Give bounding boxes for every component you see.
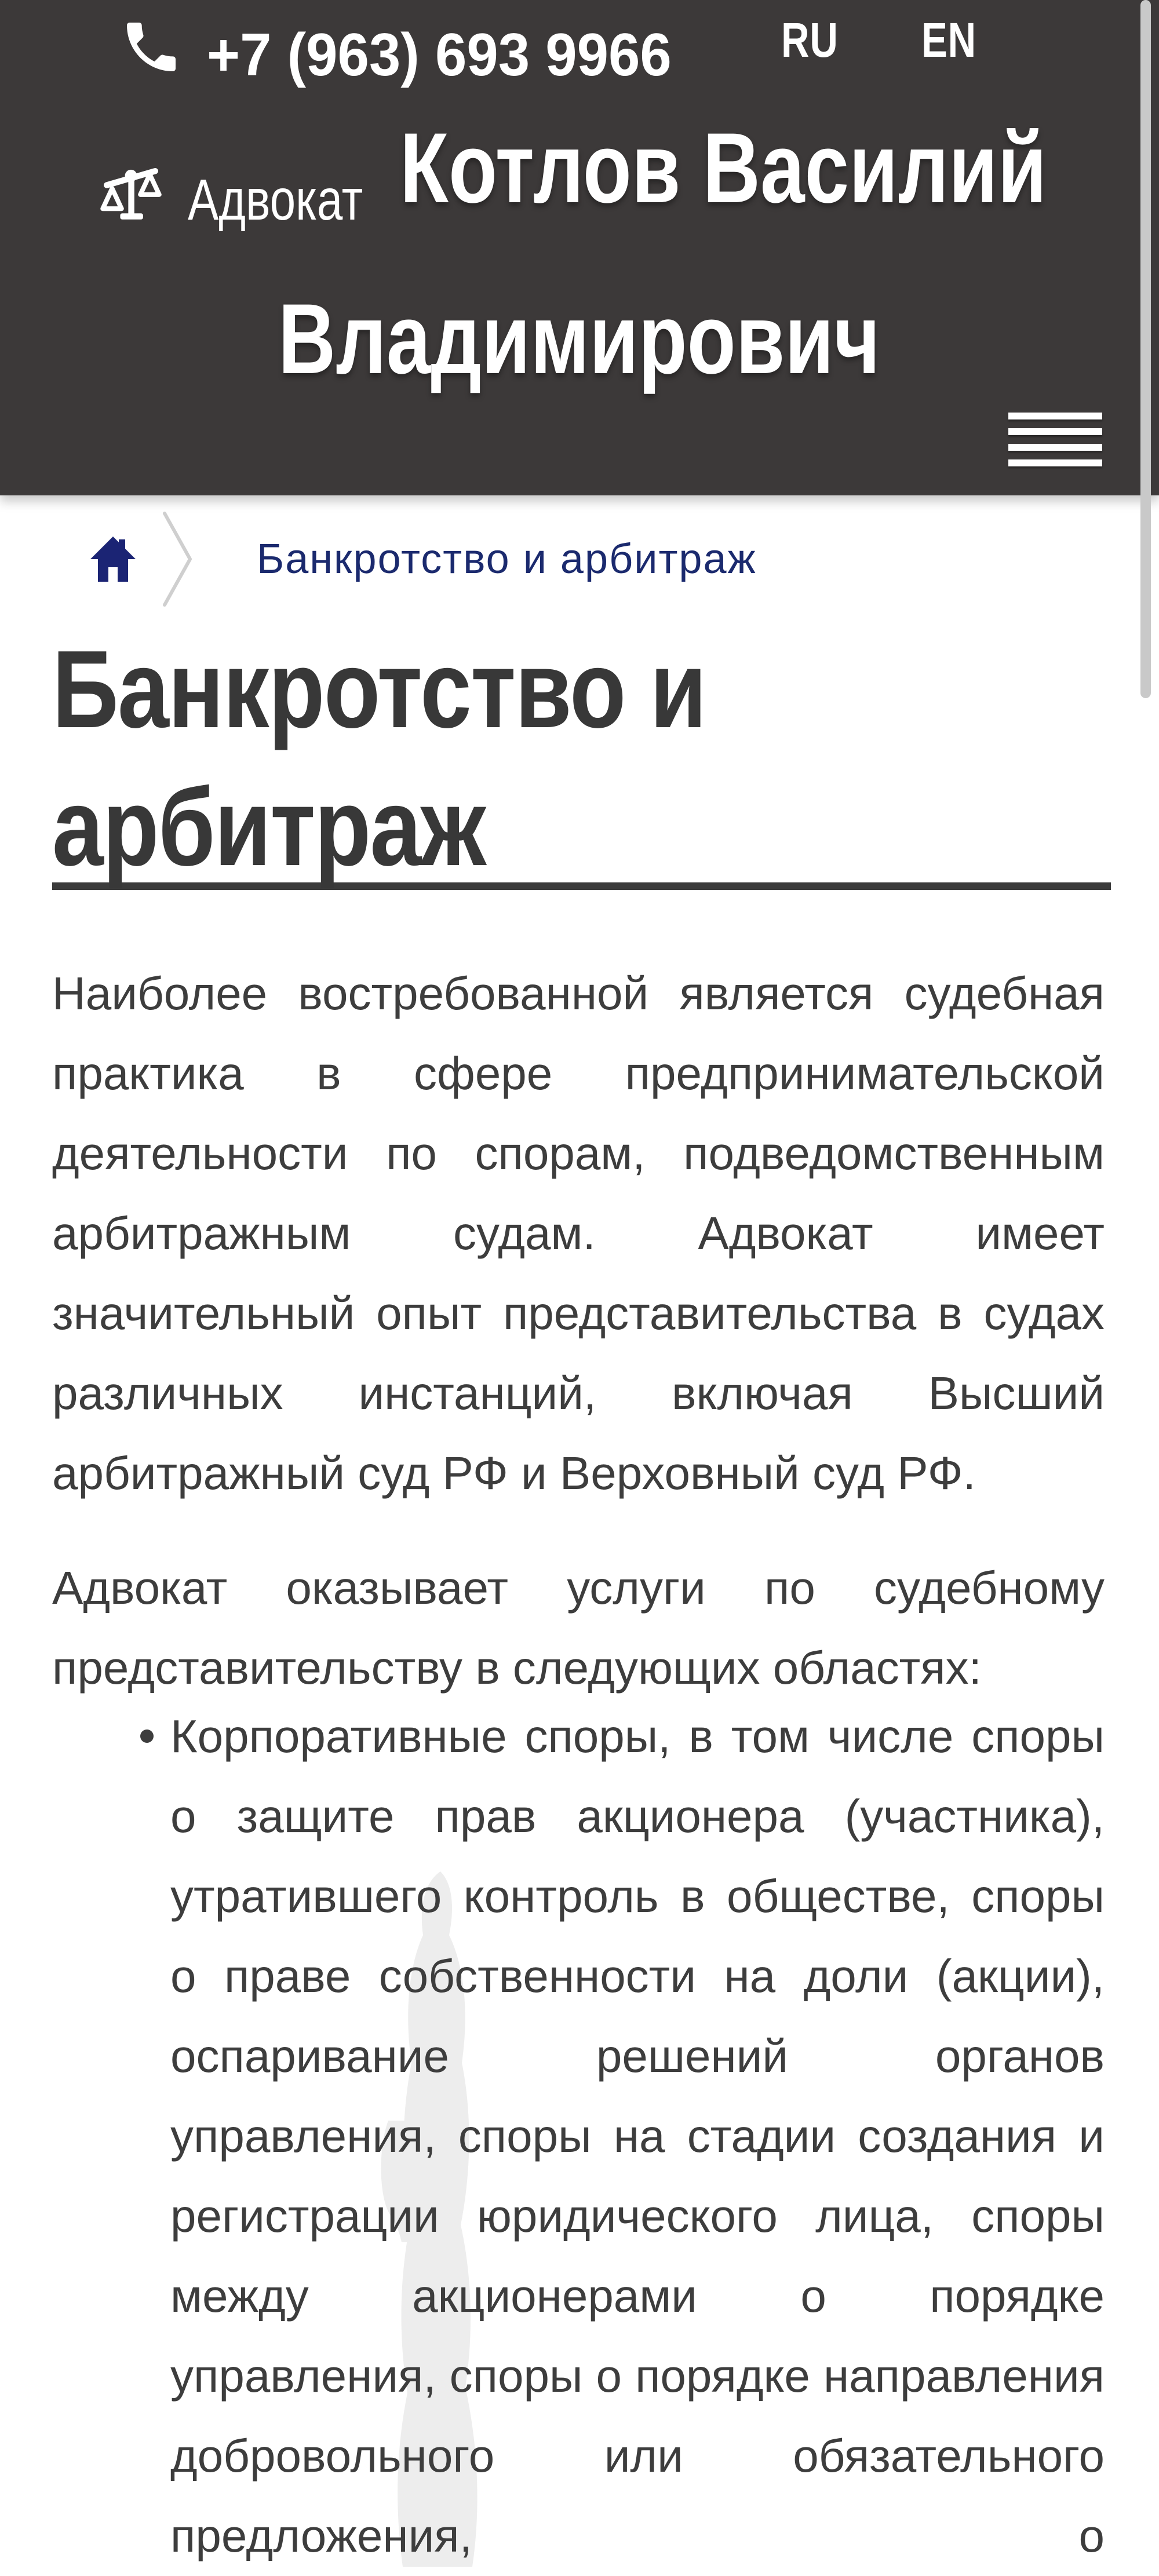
menu-bar <box>1008 459 1102 466</box>
brand-logo-link[interactable] <box>0 0 1159 495</box>
services-list <box>52 1696 1105 2576</box>
services-lead-paragraph: Адвокат оказывает услуги по судебному представительству в следующих областях: <box>52 1562 1105 1694</box>
menu-bar <box>1008 444 1102 451</box>
list-item <box>170 1696 1105 2576</box>
brand-prefix: Адвокат <box>188 167 363 232</box>
site-header <box>0 0 1159 495</box>
breadcrumb-current-link[interactable]: Банкротство и арбитраж <box>257 536 757 582</box>
bullet-dot <box>140 1730 154 1743</box>
chevron-right-icon <box>161 510 196 608</box>
intro-paragraph: Наиболее востребованной является судебная практика в сфере предпринимательской деятельности по спорам, подведомственным арбитражным судам. Адвокат имеет значительный опыт представительства в судах различных инстанций, включая Высший арбитражный суд РФ и Верховный суд РФ. <box>52 968 1105 1499</box>
menu-bar <box>1008 428 1102 435</box>
scrollbar-thumb[interactable] <box>1140 0 1151 698</box>
lang-switch-ru[interactable]: RU <box>781 13 839 67</box>
list-item-text: Корпоративные споры, в том числе споры о защите прав акционера (участника), утратившего контроль в обществе, споры о праве собственности на доли (акции), оспаривание решений органов управления, споры на стадии создания и регистрации юридического лица, споры между акционерами о порядке управления, споры о порядке направления добровольного или обязательного предложения, о <box>170 1710 1105 2562</box>
breadcrumb <box>87 516 1105 603</box>
menu-bar <box>1008 413 1102 419</box>
brand-name-line1: Котлов Василий <box>400 112 1047 224</box>
brand-name-line2: Владимирович <box>278 283 880 395</box>
page-title: Банкротство и арбитраж <box>52 628 706 889</box>
hamburger-menu-icon[interactable] <box>1008 413 1102 470</box>
scales-of-justice-icon <box>97 158 165 225</box>
home-icon[interactable] <box>87 534 139 584</box>
phone-number: +7 (963) 693 9966 <box>207 21 672 89</box>
lang-switch-en[interactable]: EN <box>921 13 976 67</box>
main-content <box>0 516 1159 2576</box>
